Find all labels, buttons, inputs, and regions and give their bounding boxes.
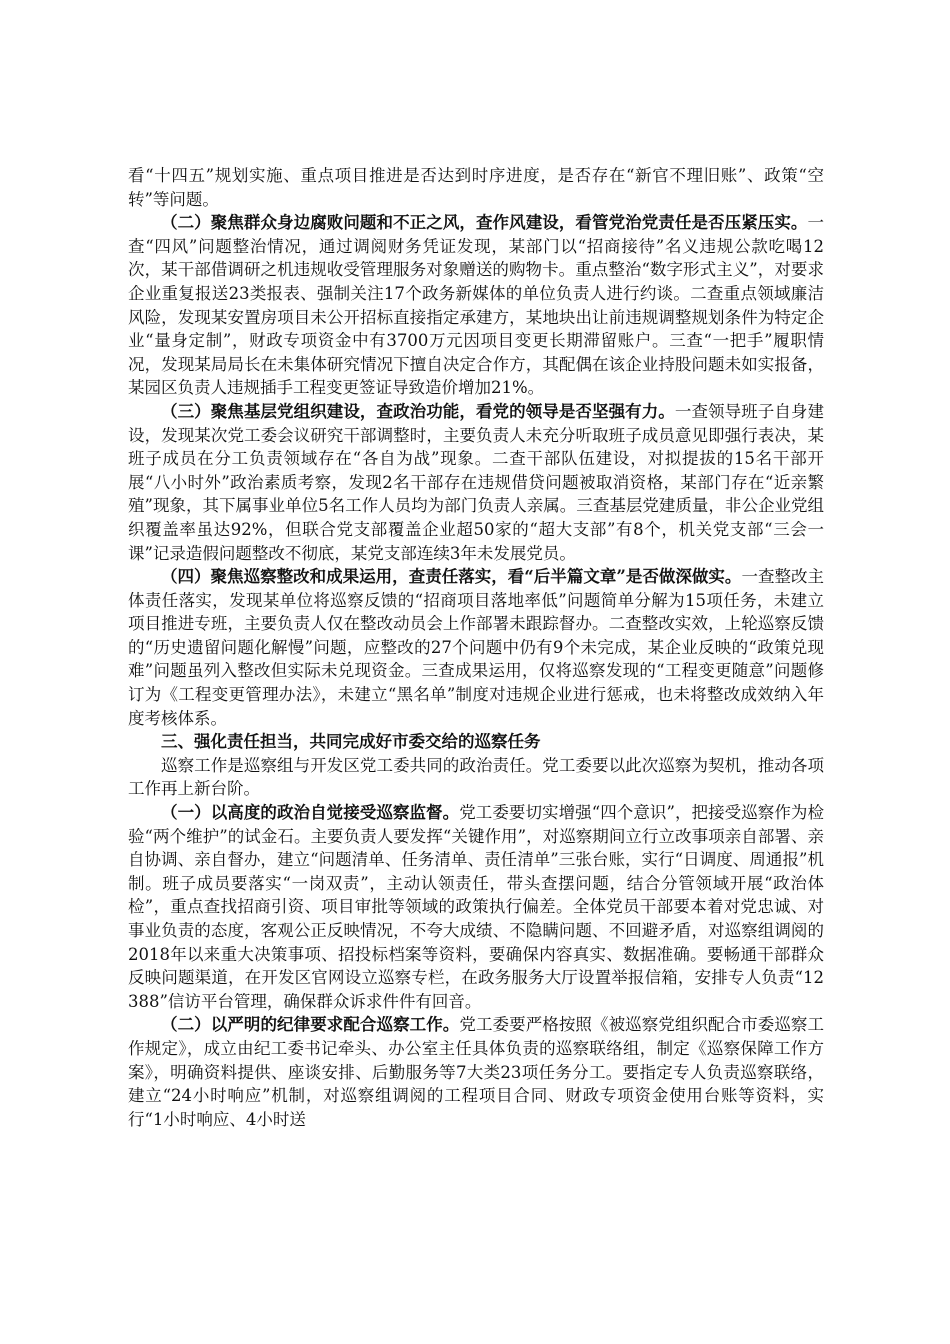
paragraph-section-3	[128, 400, 824, 565]
paragraph-continuation	[128, 164, 824, 211]
paragraph-text: 一查整改主体责任落实，发现某单位将巡察反馈的“招商项目落地率低”问题简单分解为15项任务，未建立项目推进专班，主要负责人仅在整改动员会上作部署未跟踪督办。二查整改实效，上轮巡察反馈的“历史遗留问题化解慢”问题，应整改的27个问题中仍有9个未完成，某企业反映的“政策兑现难”问题虽列入整改但实际未兑现资金。三查成果运用，仅将巡察发现的“工程变更随意”问题修订为《工程变更管理办法》，未建立“黑名单”制度对违规企业进行惩戒，也未将整改成效纳入年度考核体系。	[128, 567, 825, 728]
paragraph-section-2	[128, 211, 824, 400]
paragraph-text: 一查领导班子自身建设，发现某次党工委会议研究干部调整时，主要负责人未充分听取班子成员意见即强行表决，某班子成员在分工负责领域存在“各自为战”现象。二查干部队伍建设，对拟提拔的15名干部开展“八小时外”政治素质考察，发现2名干部存在违规借贷问题被取消资格，某部门存在“近亲繁殖”现象，其下属事业单位5名工作人员均为部门负责人亲属。三查基层党建质量，非公企业党组织覆盖率虽达92%，但联合党支部覆盖企业超50家的“超大支部”有8个，机关党支部“三会一课”记录造假问题整改不彻底，某党支部连续3年未发展党员。	[128, 401, 825, 563]
paragraph-section-4	[128, 565, 824, 730]
paragraph-subsection-1	[128, 801, 824, 1013]
paragraph-text: 看“十四五”规划实施、重点项目推进是否达到时序进度，是否存在“新官不理旧账”、政策“空转”等问题。	[128, 166, 824, 209]
paragraph-lead: （三）聚焦基层党组织建设，查政治功能，看党的领导是否坚强有力。	[161, 401, 675, 421]
document-body	[128, 164, 824, 1131]
paragraph-lead: （四）聚焦巡察整改和成果运用，查责任落实，看“后半篇文章”是否做深做实。	[161, 567, 742, 587]
paragraph-text: 巡察工作是巡察组与开发区党工委共同的政治责任。党工委要以此次巡察为契机，推动各项工作再上新台阶。	[128, 755, 824, 799]
paragraph-intro	[128, 754, 824, 801]
paragraph-text: 党工委要切实增强“四个意识”，把接受巡察作为检验“两个维护”的试金石。主要负责人要发挥“关键作用”，对巡察期间立行立改事项亲自部署、亲自协调、亲自督办，建立“问题清单、任务清单、责任清单”三张台账，实行“日调度、周通报”机制。班子成员要落实“一岗双责”，主动认领责任，带头查摆问题，结合分管领域开展“政治体检”，重点查找招商引资、项目审批等领域的政策执行偏差。全体党员干部要本着对党忠诚、对事业负责的态度，客观公正反映情况，不夸大成绩、不隐瞒问题、不回避矛盾，对巡察组调阅的2018年以来重大决策事项、招投标档案等资料，要确保内容真实、数据准确。要畅通干部群众反映问题渠道，在开发区官网设立巡察专栏，在政务服务大厅设置举报信箱，安排专人负责“12388”信访平台管理，确保群众诉求件件有回音。	[128, 803, 825, 1011]
paragraph-lead: （二）聚焦群众身边腐败问题和不正之风，查作风建设，看管党治党责任是否压紧压实。	[161, 213, 808, 233]
section-heading: 三、强化责任担当，共同完成好市委交给的巡察任务	[161, 732, 541, 752]
paragraph-subsection-2	[128, 1013, 824, 1131]
paragraph-text: 党工委要严格按照《被巡察党组织配合市委巡察工作规定》，成立由纪工委书记牵头、办公室主任具体负责的巡察联络组，制定《巡察保障工作方案》，明确资料提供、座谈安排、后勤服务等7大类23项任务分工。要指定专人负责巡察联络，建立“24小时响应”机制，对巡察组调阅的工程项目合同、财政专项资金使用台账等资料，实行“1小时响应、4小时送	[128, 1015, 825, 1129]
paragraph-text: 一查“四风”问题整治情况，通过调阅财务凭证发现，某部门以“招商接待”名义违规公款吃喝12次，某干部借调研之机违规收受管理服务对象赠送的购物卡。重点整治“数字形式主义”，对要求企业重复报送23类报表、强制关注17个政务新媒体的单位负责人进行约谈。二查重点领域廉洁风险，发现某安置房项目未公开招标直接指定承建方，某地块出让前违规调整规划条件为特定企业“量身定制”，财政专项资金中有3700万元因项目变更长期滞留账户。三查“一把手”履职情况，发现某局局长在未集体研究情况下擅自决定合作方，其配偶在该企业持股问题未如实报备，某园区负责人违规插手工程变更签证导致造价增加21%。	[128, 213, 824, 398]
paragraph-lead: （一）以高度的政治自觉接受巡察监督。	[161, 803, 460, 823]
paragraph-lead: （二）以严明的纪律要求配合巡察工作。	[161, 1015, 460, 1035]
